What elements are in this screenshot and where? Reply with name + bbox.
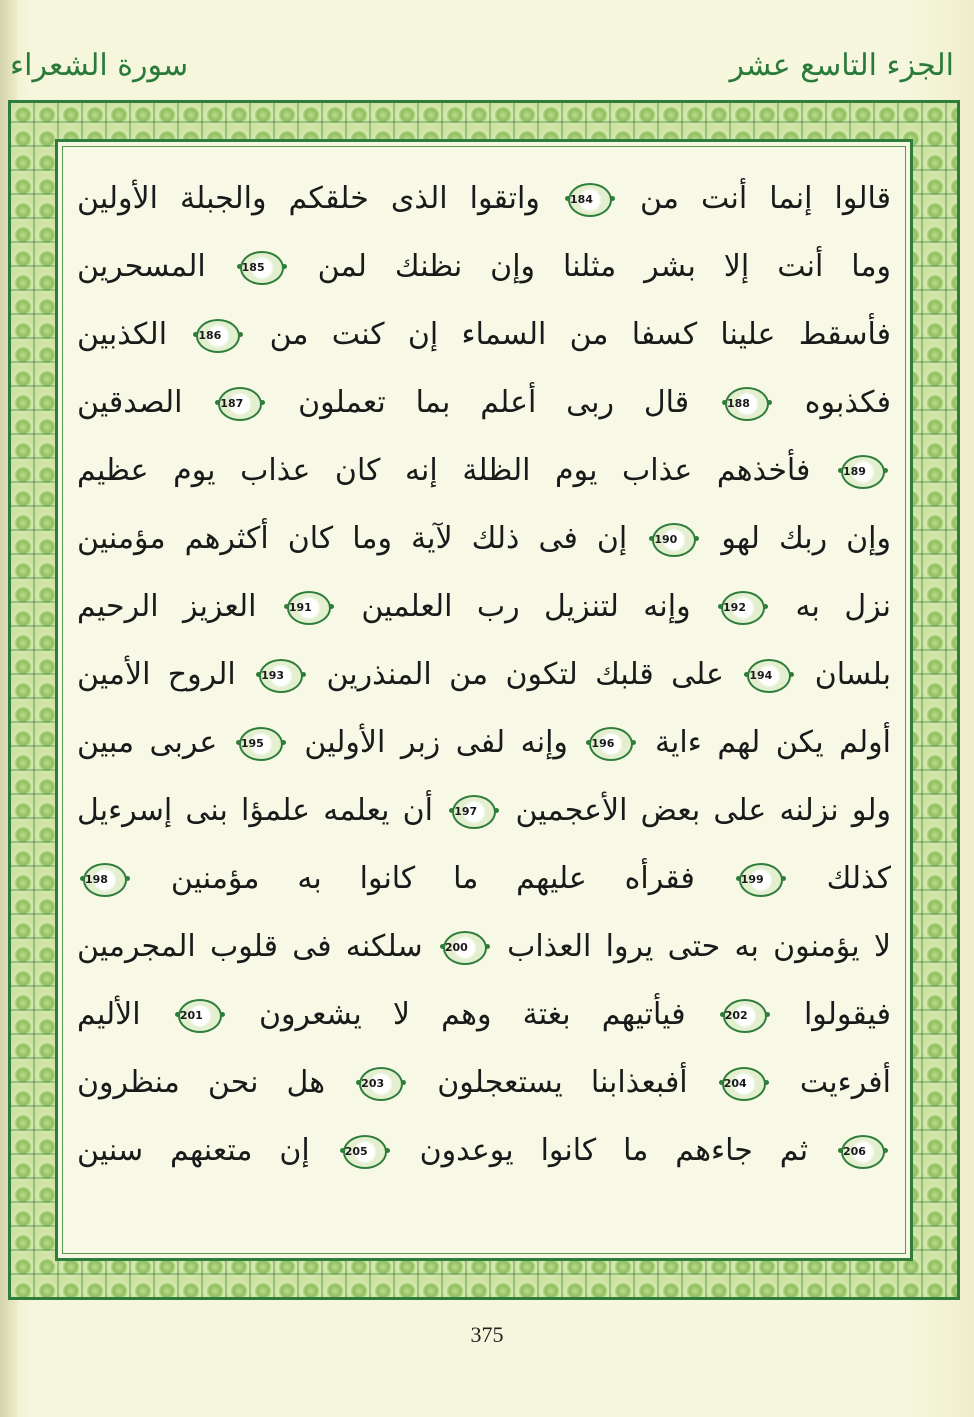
verse-text: الأليم (77, 997, 141, 1032)
verse-line (77, 777, 891, 845)
verse-text: فيأتيهم بغتة وهم لا يشعرون (259, 997, 686, 1032)
ayah-number-marker: 196 (589, 727, 633, 761)
inner-frame-line (62, 146, 906, 1254)
ayah-number-marker: 188 (725, 387, 769, 421)
ayah-number-marker: 194 (747, 659, 791, 693)
verse-line (77, 437, 891, 505)
ayah-number-marker: 185 (240, 251, 284, 285)
verse-text: فيقولوا (803, 997, 891, 1032)
verse-text: فكذبوه (804, 385, 891, 420)
ayah-number-marker: 206 (841, 1135, 885, 1169)
verse-line (77, 845, 891, 913)
verse-line (77, 1049, 891, 1117)
ayah-number-marker: 192 (721, 591, 765, 625)
verse-text: واتقوا الذى خلقكم والجبلة الأولين (77, 181, 540, 216)
verse-line (77, 1117, 891, 1185)
surah-title: سورة الشعراء (10, 48, 189, 83)
verse-line (77, 233, 891, 301)
text-frame (55, 139, 913, 1261)
ayah-number-marker: 193 (259, 659, 303, 693)
verse-text: على قلبك لتكون من المنذرين (326, 657, 724, 692)
verse-text: أفرءيت (799, 1065, 891, 1100)
verse-text: نزل به (795, 589, 891, 624)
verse-line (77, 165, 891, 233)
verse-text: الصدقين (77, 385, 183, 420)
ayah-number-marker: 190 (652, 523, 696, 557)
ayah-number-marker: 189 (841, 455, 885, 489)
verse-text: أولم يكن لهم ءاية (654, 725, 891, 760)
verse-text: لا يؤمنون به حتى يروا العذاب (507, 929, 891, 964)
verse-text: فأخذهم عذاب يوم الظلة إنه كان عذاب يوم عظيم (77, 453, 811, 488)
verse-text: إن متعنهم سنين (77, 1133, 310, 1168)
verse-text: سلكنه فى قلوب المجرمين (77, 929, 423, 964)
verse-text: هل نحن منظرون (77, 1065, 326, 1100)
ayah-number-marker: 203 (359, 1067, 403, 1101)
verse-line (77, 573, 891, 641)
verse-text: أن يعلمه علمؤا بنى إسرءيل (77, 793, 434, 828)
verse-line (77, 913, 891, 981)
verse-line (77, 641, 891, 709)
page-number: 375 (470, 1322, 504, 1347)
verse-text: كذلك (826, 861, 891, 896)
verse-text: فأسقط علينا كسفا من السماء إن كنت من (269, 317, 891, 352)
verse-text: أفبعذابنا يستعجلون (437, 1065, 688, 1100)
verse-text: الكذبين (77, 317, 168, 352)
verse-text: ولو نزلنه على بعض الأعجمين (515, 793, 891, 828)
verse-text: العزيز الرحيم (77, 589, 257, 624)
verse-text: المسحرين (77, 249, 206, 284)
ayah-number-marker: 200 (443, 931, 487, 965)
verse-text: عربى مبين (77, 725, 218, 760)
ayah-number-marker: 187 (218, 387, 262, 421)
ayah-number-marker: 201 (178, 999, 222, 1033)
juz-title: الجزء التاسع عشر (729, 48, 954, 83)
ayah-number-marker: 199 (739, 863, 783, 897)
verse-text: وإن ربك لهو (721, 521, 891, 556)
verse-line (77, 981, 891, 1049)
verse-text: وإنه لتنزيل رب العلمين (361, 589, 691, 624)
verse-text: ثم جاءهم ما كانوا يوعدون (419, 1133, 809, 1168)
verse-text: إن فى ذلك لآية وما كان أكثرهم مؤمنين (77, 521, 628, 556)
verse-text-area (77, 161, 891, 1239)
ayah-number-marker: 186 (196, 319, 240, 353)
ayah-number-marker: 202 (723, 999, 767, 1033)
verse-text: بلسان (814, 657, 891, 692)
verse-text: فقرأه عليهم ما كانوا به مؤمنين (170, 861, 695, 896)
verse-line (77, 505, 891, 573)
ayah-number-marker: 191 (287, 591, 331, 625)
ayah-number-marker: 195 (239, 727, 283, 761)
ayah-number-marker: 204 (722, 1067, 766, 1101)
ayah-number-marker: 197 (452, 795, 496, 829)
verse-line (77, 301, 891, 369)
ornamental-border (8, 100, 960, 1300)
ayah-number-marker: 198 (83, 863, 127, 897)
verse-line (77, 709, 891, 777)
verse-text: وإنه لفى زبر الأولين (304, 725, 568, 760)
verse-text: قالوا إنما أنت من (640, 181, 891, 216)
verse-text: قال ربى أعلم بما تعملون (298, 385, 690, 420)
verse-text: الروح الأمين (77, 657, 236, 692)
ayah-number-marker: 205 (343, 1135, 387, 1169)
verse-line (77, 369, 891, 437)
page-header (0, 40, 974, 100)
verse-text: وما أنت إلا بشر مثلنا وإن نظنك لمن (317, 249, 891, 284)
ayah-number-marker: 184 (568, 183, 612, 217)
